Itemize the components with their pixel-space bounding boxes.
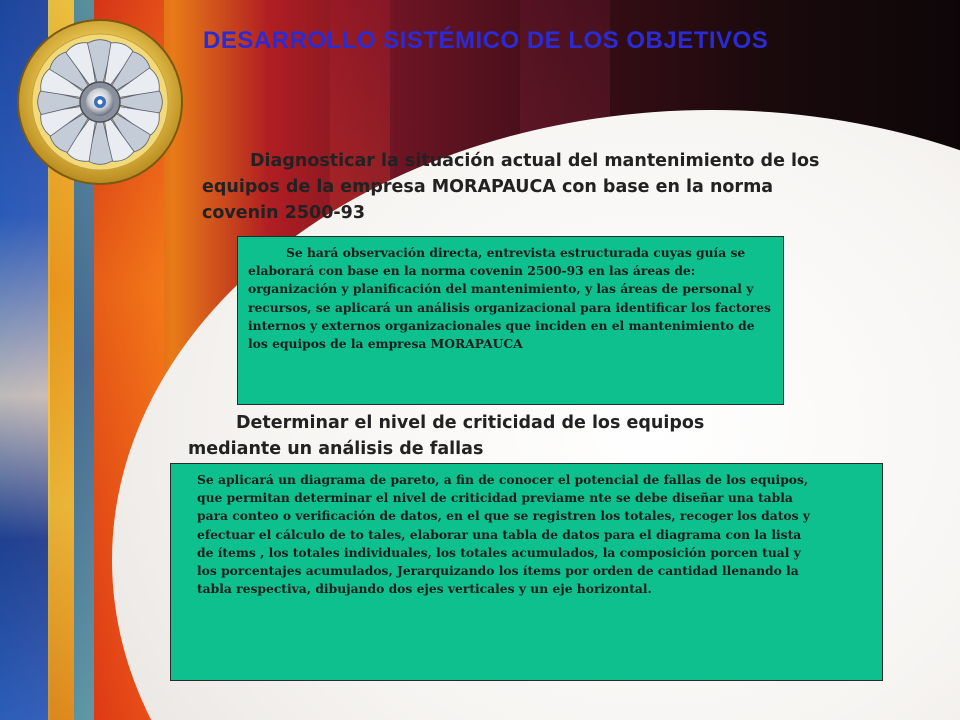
objective-1-heading: Diagnosticar la situación actual del mantenimiento de los equipos de la empresa MORAPAUCA con base en la norma covenin 2500-93 — [202, 151, 820, 223]
method-1-box: Se hará observación directa, entrevista estructurada cuyas guía se elaborará con base en la norma covenin 2500-93 en las áreas de: organización y planificación del mantenimiento, y las áreas de personal y recursos, se aplicará un análisis organizacional para identificar los factores internos y externos organizacionales que inciden en el mantenimiento de los equipos de la empresa MORAPAUCA — [237, 236, 784, 405]
objective-2-heading: Determinar el nivel de criticidad de los equipos mediante un análisis de fallas — [188, 413, 705, 459]
method-2-box: Se aplicará un diagrama de pareto, a fin de conocer el potencial de fallas de los equipos, que permitan determinar el nivel de criticidad previame nte se debe diseñar una tabla para conteo o verificación de datos, en el que se registren los totales, recoger los datos y efectuar el cálculo de to tales, elaborar una tabla de datos para el diagrama con la lista de ítems , los totales individuales, los totales acumulados, la composición porcen tual y los porcentajes acumulados, Jerarquizando los ítems por orden de cantidad llenando la tabla respectiva, dibujando dos ejes verticales y un eje horizontal. — [170, 463, 883, 681]
gear-emblem-icon — [12, 12, 188, 188]
slide-title: DESARROLLO SISTÉMICO DE LOS OBJETIVOS — [203, 27, 769, 54]
